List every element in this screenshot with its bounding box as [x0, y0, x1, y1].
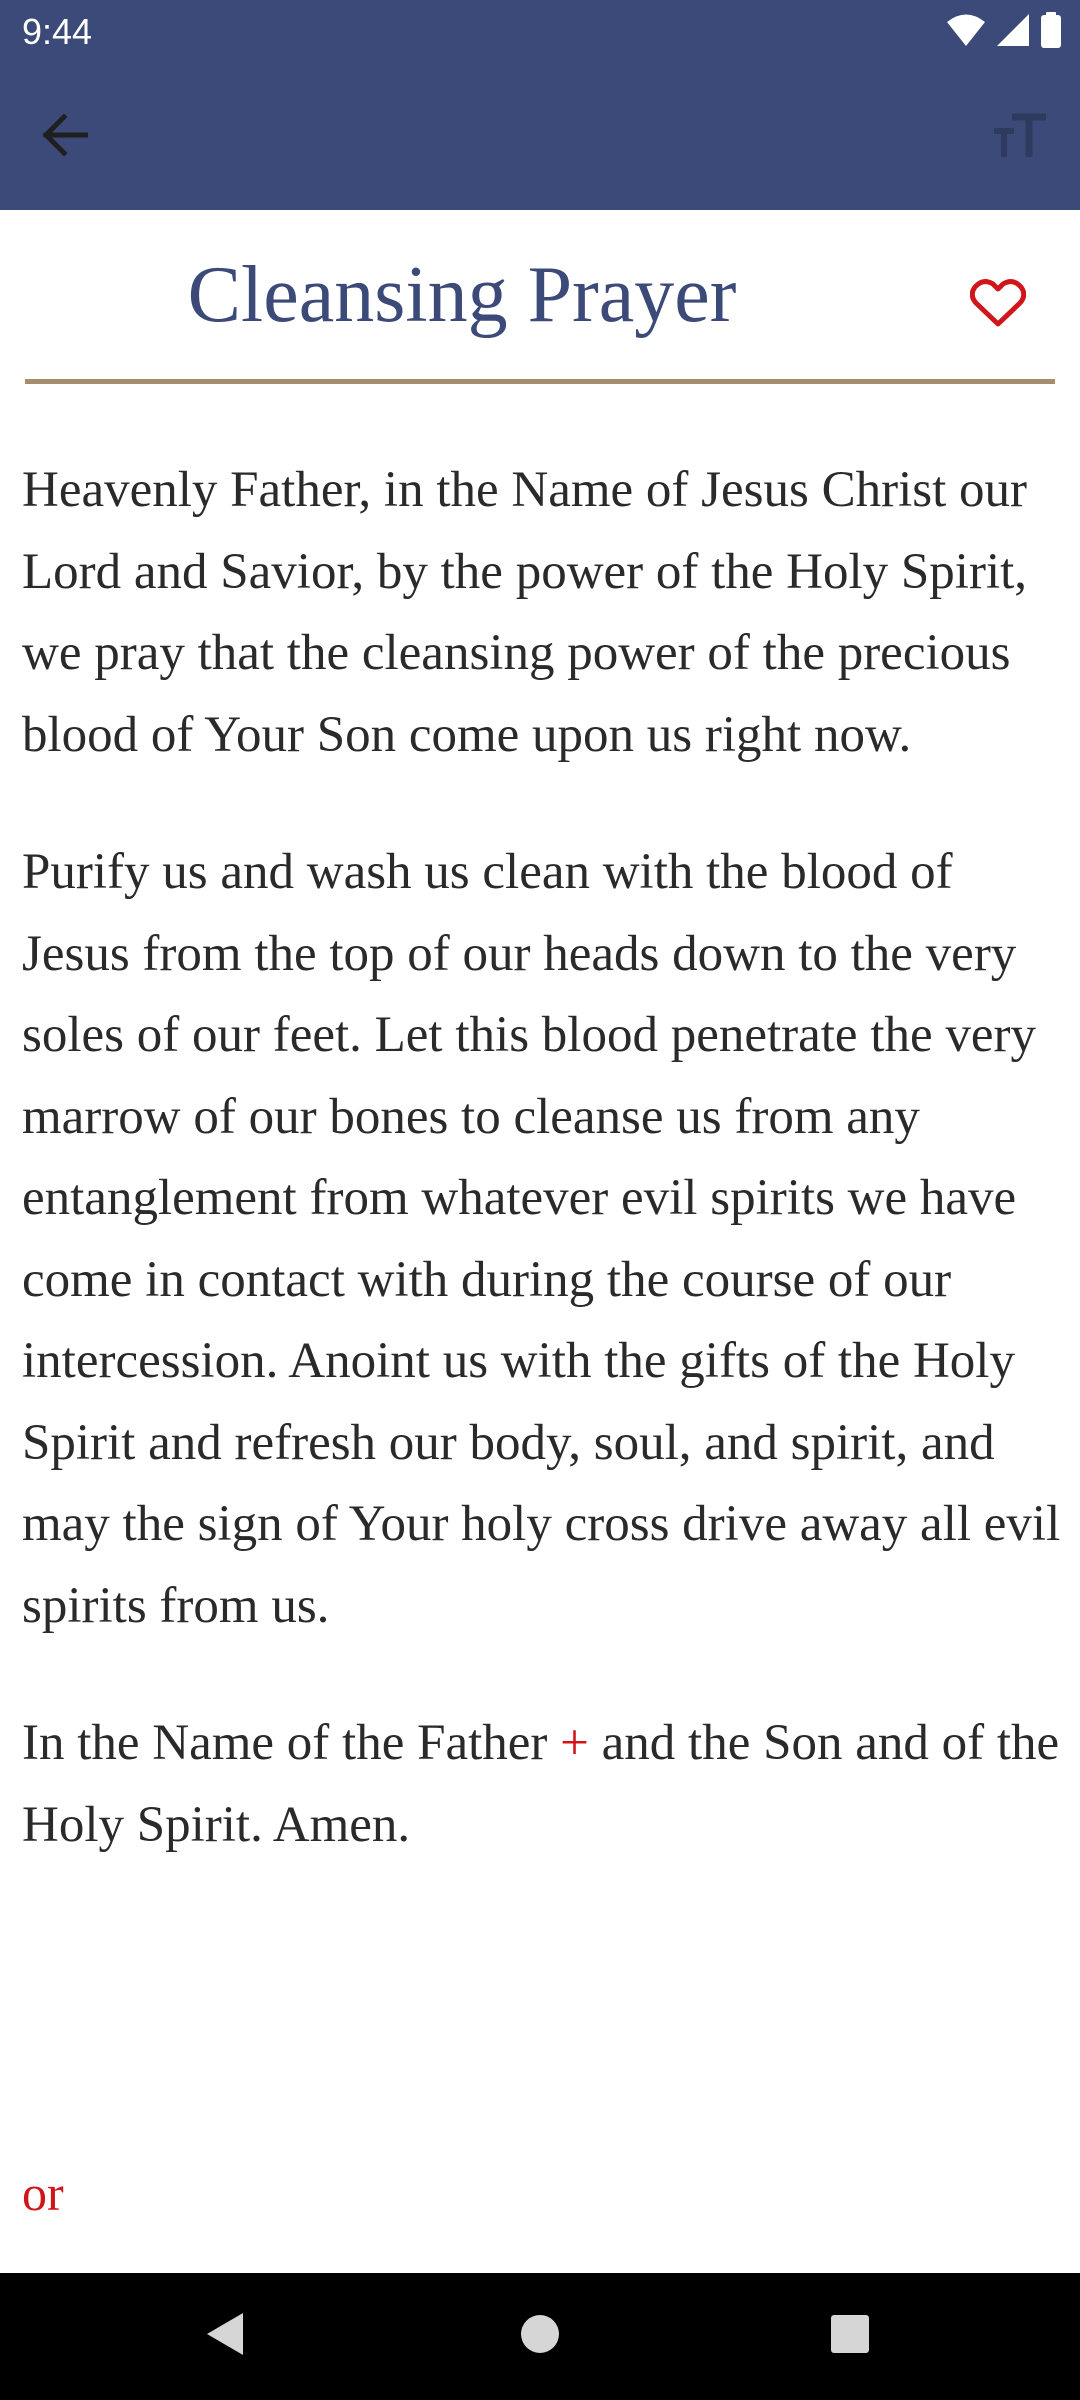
page-title: Cleansing Prayer [187, 251, 737, 339]
arrow-left-icon [42, 114, 88, 161]
home-circle-icon [520, 2314, 560, 2359]
text-size-icon [992, 113, 1048, 164]
status-time: 9:44 [22, 11, 93, 52]
nav-home-button[interactable] [505, 2301, 575, 2371]
sign-of-cross-symbol: + [560, 1715, 589, 1771]
title-divider [25, 379, 1055, 384]
nav-back-button[interactable] [190, 2301, 260, 2371]
prayer-paragraph: Purify us and wash us clean with the blood of Jesus from the top of our heads down to the very soles of our feet. Let this blood penetrate the very marrow of our bones to cleanse us from any entanglement from whatever evil spirits we have come in contact with during the course of our intercession. Anoint us with the gifts of the Holy Spirit and refresh our body, soul, and spirit, and may the sign of Your holy cross drive away all evil spirits from us. [22, 844, 1061, 1634]
status-icons [946, 12, 1062, 52]
back-triangle-icon [205, 2311, 245, 2362]
text-size-button[interactable] [980, 98, 1060, 178]
battery-icon [1040, 12, 1062, 53]
title-row [0, 240, 1080, 360]
app-bar [0, 64, 1080, 210]
signal-icon [996, 13, 1030, 52]
wifi-icon [946, 13, 986, 52]
favorite-button[interactable] [970, 278, 1036, 338]
prayer-closing [22, 1703, 1067, 1866]
system-nav-bar [0, 2273, 1080, 2400]
recents-square-icon [830, 2314, 870, 2359]
back-button[interactable] [30, 102, 100, 172]
closing-text-part1: In the Name of the Father [22, 1715, 548, 1771]
closing-text-part2: and the Son and of the Holy Spirit. Amen. [22, 1715, 1060, 1853]
heart-outline-icon [970, 315, 1026, 332]
or-label: or [22, 2165, 64, 2221]
nav-recents-button[interactable] [815, 2301, 885, 2371]
prayer-text [22, 450, 1067, 1922]
prayer-content[interactable] [0, 210, 1080, 2273]
status-bar [0, 0, 1080, 64]
prayer-paragraph: Heavenly Father, in the Name of Jesus Christ our Lord and Savior, by the power of the Holy Spirit, we pray that the cleansing power of the precious blood of Your Son come upon us right now. [22, 462, 1028, 763]
